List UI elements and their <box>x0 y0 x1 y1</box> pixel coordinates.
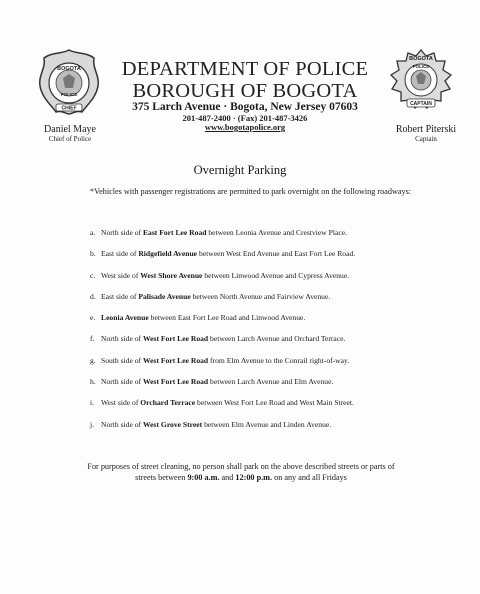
list-item <box>90 356 450 366</box>
badge-left-text: POLICE <box>60 92 78 97</box>
list-item-suffix: from Elm Avenue to the Conrail right-of-way. <box>208 355 350 365</box>
list-item-prefix: North side of <box>101 334 143 344</box>
badge-left-text: BOGOTA <box>57 66 81 72</box>
police-badge-icon <box>36 48 102 116</box>
list-item-text <box>101 228 347 238</box>
list-item-letter: i. <box>90 398 95 408</box>
list-item-prefix: East side of <box>101 291 139 301</box>
list-item-letter: c. <box>90 270 96 280</box>
chief-signature-block <box>20 124 120 144</box>
list-item <box>90 313 450 323</box>
badge-right-text: CAPTAIN <box>410 101 432 108</box>
list-item-suffix: between Larch Avenue and Orchard Terrace. <box>208 334 346 344</box>
borough-title: BOROUGH OF BOGOTA <box>132 80 358 102</box>
notice-end-time: 12:00 p.m. <box>235 473 273 482</box>
notice-text: and <box>219 473 236 482</box>
list-item-letter: a. <box>90 228 96 237</box>
captain-badge-icon <box>388 48 454 114</box>
list-item-text <box>101 377 333 387</box>
list-item-prefix: North side of <box>101 419 143 429</box>
list-item <box>90 334 450 344</box>
chief-name: Daniel Maye <box>44 124 96 135</box>
list-item-street: West Fort Lee Road <box>142 377 209 387</box>
list-item-letter: f. <box>90 334 95 344</box>
list-item-letter: h. <box>90 377 96 387</box>
list-item-suffix: between East Fort Lee Road and Linwood Avenue. <box>148 313 306 323</box>
notice-start-time: 9:00 a.m. <box>187 473 220 482</box>
list-item-letter: g. <box>90 355 96 365</box>
list-item <box>90 228 450 238</box>
department-website-link[interactable]: www.bogotapolice.org <box>204 122 286 132</box>
list-item <box>90 271 450 281</box>
list-item-suffix: between Larch Avenue and Elm Avenue. <box>208 377 334 387</box>
notice-text: streets between <box>135 473 188 482</box>
list-item-street: Palisade Avenue <box>138 291 191 301</box>
list-item-suffix: between West End Avenue and East Fort Lee Road. <box>197 249 356 259</box>
list-item <box>90 398 450 408</box>
list-item-street: West Fort Lee Road <box>142 355 209 365</box>
chief-title: Chief of Police <box>48 135 92 143</box>
list-item-letter: b. <box>90 249 96 259</box>
notice-line-1: For purposes of street cleaning, no person shall park on the above described streets or parts of <box>87 462 395 471</box>
list-item-letter: j. <box>90 419 95 429</box>
street-list <box>90 228 450 441</box>
notice-text: on any and all Fridays <box>272 473 347 482</box>
list-item-letter: d. <box>90 291 96 301</box>
list-item-letter: e. <box>90 313 96 323</box>
list-item <box>90 249 450 259</box>
badge-right-text: POLICE <box>412 64 430 69</box>
street-cleaning-notice <box>66 461 416 483</box>
list-item <box>90 377 450 387</box>
list-item-street: West Grove Street <box>142 419 203 429</box>
list-item <box>90 420 450 430</box>
list-item-text <box>101 334 345 344</box>
badge-right-text: BOGOTA <box>409 56 433 62</box>
list-item-text <box>101 249 355 259</box>
list-item-prefix: South side of <box>101 355 143 365</box>
list-item-prefix: West side of <box>101 398 141 408</box>
department-address: 375 Larch Avenue · Bogota, New Jersey 07603 <box>132 101 358 113</box>
list-item-prefix: North side of <box>101 377 143 387</box>
department-phones: 201-487-2400 · (Fax) 201-487-3426 <box>182 113 308 123</box>
list-item-text <box>101 398 354 408</box>
list-item-street: Orchard Terrace <box>140 398 196 408</box>
list-item-street: Leonia Avenue <box>101 313 149 323</box>
list-item-text <box>101 356 349 366</box>
department-title: DEPARTMENT OF POLICE <box>121 58 369 80</box>
list-item-suffix: between West Fort Lee Road and West Main Street. <box>195 398 354 408</box>
intro-paragraph: *Vehicles with passenger registrations are permitted to park overnight on the following roadways: <box>90 187 412 196</box>
captain-title: Captain <box>415 135 437 143</box>
captain-signature-block <box>380 124 472 144</box>
list-item-prefix: West side of <box>101 270 141 280</box>
list-item <box>90 292 450 302</box>
captain-name: Robert Piterski <box>395 124 457 135</box>
list-item-suffix: between Leonia Avenue and Crestview Place. <box>206 228 347 237</box>
notice-line-2 <box>66 472 416 483</box>
list-item-street: East Fort Lee Road <box>142 228 207 237</box>
list-item-street: West Fort Lee Road <box>142 334 209 344</box>
list-item-text <box>101 271 349 281</box>
list-item-suffix: between Linwood Avenue and Cypress Avenue. <box>202 270 350 280</box>
list-item-prefix: East side of <box>101 249 139 259</box>
list-item-suffix: between Elm Avenue and Linden Avenue. <box>202 419 332 429</box>
section-title: Overnight Parking <box>193 163 287 177</box>
list-item-text <box>101 292 330 302</box>
badge-left-text: CHIEF <box>61 105 77 112</box>
list-item-street: West Shore Avenue <box>140 270 203 280</box>
list-item-text <box>101 420 331 430</box>
list-item-suffix: between North Avenue and Fairview Avenue. <box>190 291 331 301</box>
list-item-street: Ridgefield Avenue <box>138 249 198 259</box>
list-item-text <box>101 313 305 323</box>
list-item-prefix: North side of <box>101 228 143 237</box>
